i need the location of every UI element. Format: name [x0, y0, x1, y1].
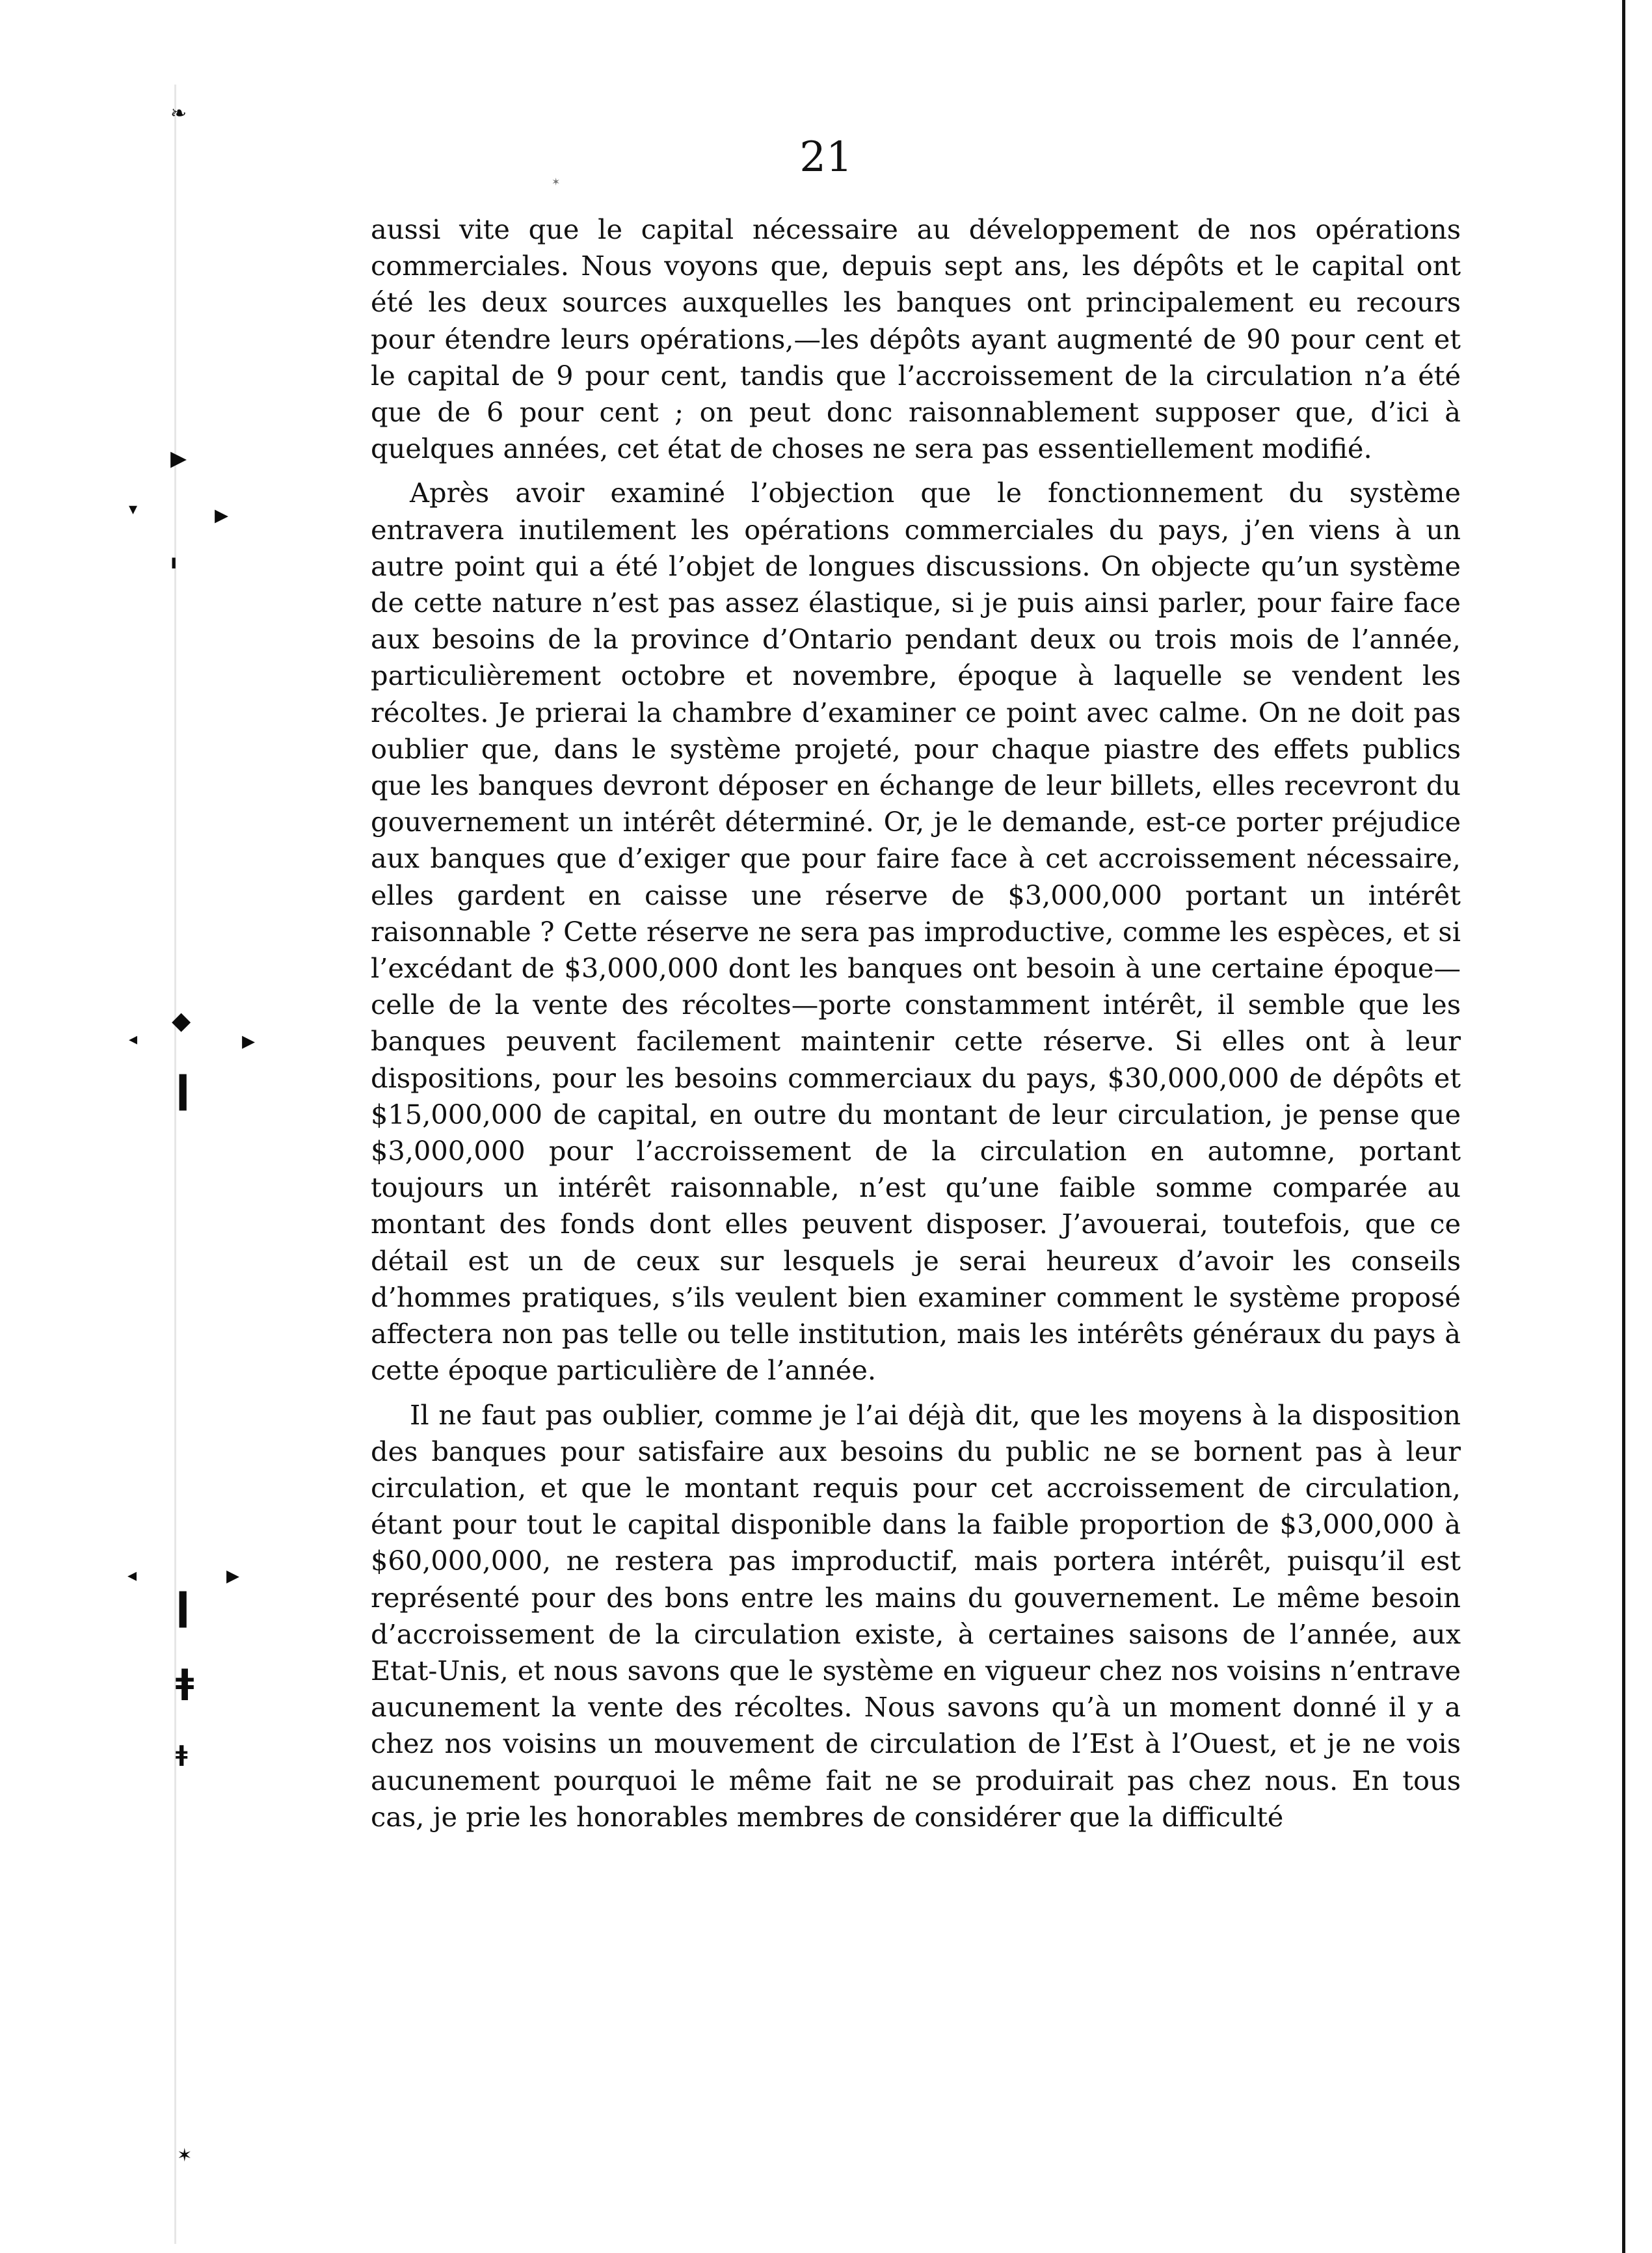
scan-mark-1: ❧: [170, 102, 187, 125]
paragraph-continued: aussi vite que le capital nécessaire au développement de nos opérations commerciales. Nous voyons que, depuis sept ans, les dépôts et le capital ont été les deux sources auxquelles les banques ont principalement eu recours pour étendre leurs opérations,—les dépôts ayant augmenté de 90 pour cent et le capital de 9 pour cent, tandis que l’accroissement de la circulation n’a été que de 6 pour cent ; on peut donc raisonnablement supposer que, d’ici à quelques années, cet état de choses ne sera pas essentiellement modifié.: [371, 213, 1461, 465]
scan-mark-15: ǂ: [176, 1741, 188, 1767]
paragraph-circulation-means: Il ne faut pas oublier, comme je l’ai déjà dit, que les moyens à la disposition des banques pour satisfaire aux besoins du public ne se bornent pas à leur circulation, et que le montant requis pour cet accroissement de circulation, étant pour tout le capital disponible dans la faible proportion de $3,000,000 à $60,000,000, ne restera pas improductif, mais portera intérêt, puisqu’il est représenté pour des bons entre les mains du gouvernement. Le même besoin d’accroissement de la circulation existe, à certaines saisons de l’année, aux Etat-Unis, et nous savons que le système en vigueur chez nos voisins n’entrave aucunement la vente des récoltes. Nous savons qu’à un moment donné il y a chez nos voisins un mouvement de circulation de l’Est à l’Ouest, et je ne vois aucunement pourquoi le même fait ne se produirait pas chez nous. En tous cas, je prie les honorables membres de considérer que la difficulté: [371, 1398, 1461, 1833]
scan-mark-16: ✶: [177, 2144, 193, 2166]
scan-mark-5: ı: [170, 551, 178, 574]
scan-mark-9: ◆: [172, 1006, 191, 1035]
scan-mark-2: ✶: [552, 176, 561, 188]
page-number: 21: [799, 133, 853, 181]
paragraph-elasticity-objection: Après avoir examiné l’objection que le fonctionnement du système entravera inutilement les opérations commerciales du pays, j’en viens à un autre point qui a été l’objet de longues discussions. On objecte qu’un système de cette nature n’est pas assez élastique, si je puis ainsi parler, pour faire face aux besoins de la province d’Ontario pendant deux ou trois mois de l’année, particulièrement octobre et novembre, époque à laquelle se vendent les récoltes. Je prierai la chambre d’examiner ce point avec calme. On ne doit pas oublier que, dans le système projeté, pour chaque piastre des effets publics que les banques devront déposer en échange de leur billets, elles recevront du gouvernement un intérêt déterminé. Or, je le demande, est-ce porter préjudice aux banques que d’exiger que pour faire face à cet accroissement nécessaire, elles gardent en caisse une réserve de $3,000,000 portant un intérêt raisonnable ? Cette réserve ne sera pas improductive, comme les espèces, et si l’excédant de $3,000,000 dont les banques ont besoin à une certaine époque—celle de la vente des récoltes—porte constamment intérêt, il semble que les banques peuvent facilement maintenir cette réserve. Si elles ont à leur dispositions, pour les besoins commerciaux du pays, $30,000,000 de dépôts et $15,000,000 de capital, en outre du montant de leur circulation, je pense que $3,000,000 pour l’accroissement de la circulation en automne, portant toujours un intérêt raisonnable, n’est qu’une faible somme comparée au montant des fonds dont elles peuvent disposer. J’avouerai, toutefois, que ce détail est un de ceux sur lesquels je serai heureux d’avoir les conseils d’hommes pratiques, s’ils veulent bien examiner comment le système proposé affectera non pas telle ou telle institution, mais les intérêts généraux du pays à cette époque particulière de l’année.: [371, 477, 1461, 1387]
binding-fold-line: [174, 85, 176, 2244]
page-edge-shadow: [1622, 0, 1625, 2253]
scan-mark-11: ◂: [127, 1564, 137, 1586]
scan-mark-10: ǀ: [176, 1067, 191, 1112]
scan-mark-6: ▸: [215, 498, 229, 530]
body-text: [371, 211, 1461, 1835]
scan-mark-4: ▾: [129, 500, 138, 519]
scan-mark-3: ▸: [170, 438, 187, 476]
scan-mark-7: ◂: [129, 1030, 138, 1049]
scan-mark-14: ǂ: [176, 1662, 194, 1701]
scan-mark-13: ǀ: [176, 1584, 191, 1629]
scan-mark-12: ▸: [226, 1560, 240, 1590]
scan-mark-8: ▸: [242, 1026, 256, 1056]
